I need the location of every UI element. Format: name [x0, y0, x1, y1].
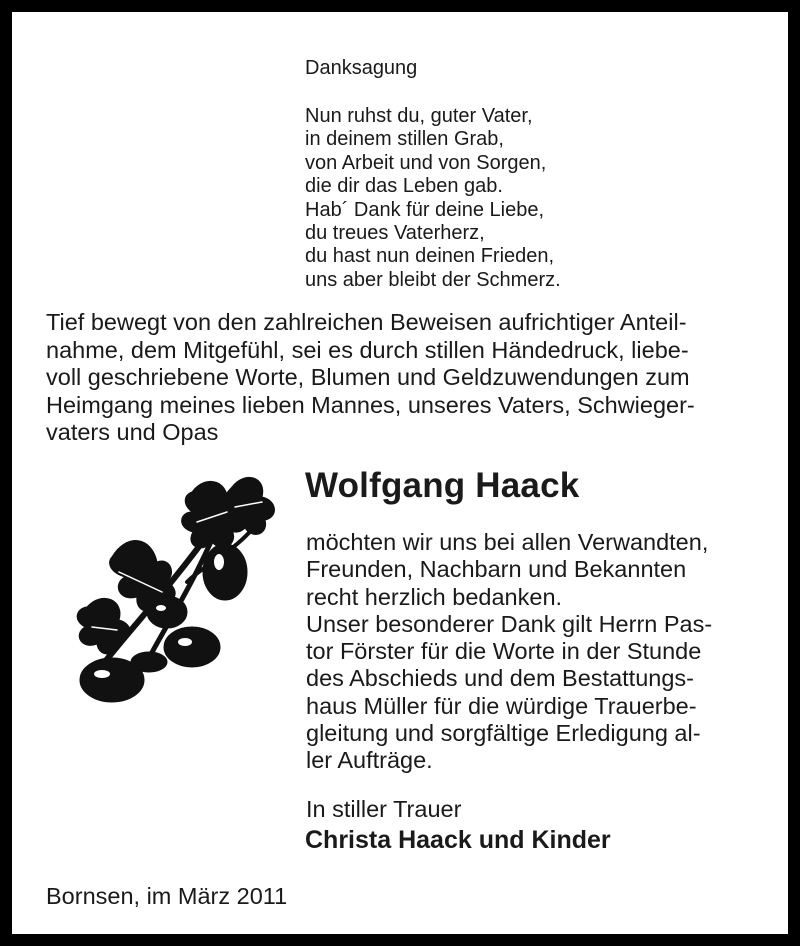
intro-line: voll geschriebene Worte, Blumen und Geldzuwendungen zum — [46, 364, 690, 390]
thanks-line: haus Müller für die würdige Trauerbe- — [306, 692, 697, 719]
thanks-line: ler Aufträge. — [306, 747, 433, 774]
notice-heading: Danksagung — [305, 57, 418, 79]
thanks-line: Freunden, Nachbarn und Bekannten — [306, 556, 687, 583]
poem-line: du hast nun deinen Frieden, — [305, 245, 555, 268]
thanks-paragraph — [306, 529, 712, 775]
intro-paragraph — [46, 309, 695, 447]
oak-branch-acorns-icon — [57, 462, 287, 712]
intro-line: Tief bewegt von den zahlreichen Beweisen aufrichtiger Anteil- — [46, 309, 687, 335]
thanks-line: tor Förster für die Worte in der Stunde — [306, 638, 702, 665]
intro-line: nahme, dem Mitgefühl, sei es durch stillen Händedruck, liebe- — [46, 336, 689, 363]
thanks-line: gleitung und sorgfältige Erledigung al- — [306, 720, 701, 747]
thanks-line: recht herzlich bedanken. — [306, 583, 563, 610]
thanks-line: möchten wir uns bei allen Verwandten, — [306, 529, 709, 555]
obituary-notice — [12, 12, 788, 934]
intro-line: vaters und Opas — [46, 419, 219, 445]
deceased-name: Wolfgang Haack — [305, 466, 580, 505]
poem-line: in deinem stillen Grab, — [305, 128, 504, 151]
mourning-line: In stiller Trauer — [306, 796, 462, 822]
poem-line: Nun ruhst du, guter Vater, — [305, 105, 533, 127]
signers: Christa Haack und Kinder — [305, 826, 611, 854]
intro-line: Heimgang meines lieben Mannes, unseres Vaters, Schwieger- — [46, 391, 695, 418]
poem-block — [305, 105, 561, 292]
thanks-line: Unser besonderer Dank gilt Herrn Pas- — [306, 610, 713, 637]
poem-line: uns aber bleibt der Schmerz. — [305, 268, 561, 291]
place-date: Bornsen, im März 2011 — [46, 883, 288, 909]
poem-line: die dir das Leben gab. — [305, 175, 503, 198]
thanks-line: des Abschieds und dem Bestattungs- — [306, 665, 694, 692]
poem-line: du treues Vaterherz, — [305, 222, 485, 245]
poem-line: Hab´ Dank für deine Liebe, — [305, 198, 545, 221]
poem-line: von Arbeit und von Sorgen, — [305, 151, 547, 174]
